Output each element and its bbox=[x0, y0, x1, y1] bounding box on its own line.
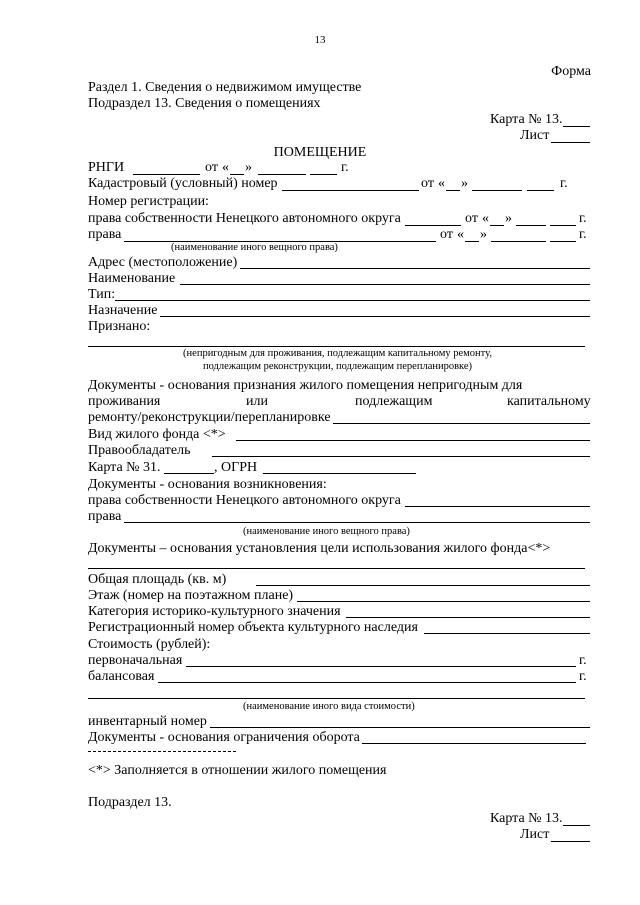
docs-unfit-line-2c: подлежащим bbox=[355, 394, 433, 409]
floor-field[interactable] bbox=[297, 601, 590, 602]
subsection-heading: Подраздел 13. Сведения о помещениях bbox=[88, 96, 321, 111]
ownership-nao-label: права собственности Ненецкого автономного округа bbox=[88, 211, 401, 226]
rngi-month-field[interactable] bbox=[258, 174, 306, 175]
balance-cost-suffix: г. bbox=[579, 669, 587, 684]
footnote-divider bbox=[88, 751, 236, 752]
footnote-text: <*> Заполняется в отношении жилого помещения bbox=[88, 763, 387, 778]
rights-day-field[interactable] bbox=[465, 241, 479, 242]
date-quote-open: « bbox=[457, 227, 464, 242]
other-cost-hint: (наименование иного вида стоимости) bbox=[243, 701, 415, 712]
type-field[interactable] bbox=[115, 300, 590, 301]
rngi-year-field[interactable] bbox=[310, 174, 337, 175]
other-right-hint: (наименование иного вещного права) bbox=[171, 242, 338, 253]
docs-unfit-line-2d: капитальному bbox=[507, 394, 591, 409]
rights-year-field[interactable] bbox=[550, 241, 576, 242]
origin-other-right-hint: (наименование иного вещного права) bbox=[243, 526, 410, 537]
sheet-field[interactable] bbox=[551, 142, 590, 143]
docs-unfit-line-2b: или bbox=[246, 394, 268, 409]
cadastral-date-label: от bbox=[421, 176, 434, 191]
card31-field[interactable] bbox=[164, 473, 214, 474]
date-quote-close: » bbox=[505, 211, 512, 226]
year-suffix: г. bbox=[560, 176, 568, 191]
name-field[interactable] bbox=[180, 284, 590, 285]
origin-ownership-field[interactable] bbox=[405, 506, 590, 507]
other-cost-field[interactable] bbox=[88, 698, 585, 699]
form-title: ПОМЕЩЕНИЕ bbox=[273, 145, 367, 160]
inventory-field[interactable] bbox=[210, 727, 590, 728]
ownership-year-field[interactable] bbox=[550, 225, 576, 226]
year-suffix: г. bbox=[579, 211, 587, 226]
housing-fund-field[interactable] bbox=[236, 440, 590, 441]
card-number-label-2: Карта № 13. bbox=[490, 811, 563, 826]
form-label: Форма bbox=[551, 64, 591, 79]
rngi-label: РНГИ bbox=[88, 160, 125, 175]
docs-purpose-label: Документы – основания установления цели использования жилого фонда<*> bbox=[88, 541, 551, 556]
card-number-field[interactable] bbox=[563, 126, 590, 127]
cadastral-field[interactable] bbox=[282, 190, 419, 191]
docs-unfit-line-2a: проживания bbox=[88, 394, 161, 409]
card-number-field-2[interactable] bbox=[563, 825, 590, 826]
rngi-day-field[interactable] bbox=[230, 174, 244, 175]
floor-label: Этаж (номер на поэтажном плане) bbox=[88, 588, 294, 603]
recognized-label: Признано: bbox=[88, 319, 151, 334]
ogrn-label: , ОГРН bbox=[214, 460, 258, 475]
rights-month-field[interactable] bbox=[491, 241, 546, 242]
cadastral-label: Кадастровый (условный) номер bbox=[88, 176, 278, 191]
inventory-label: инвентарный номер bbox=[88, 714, 207, 729]
cadastral-day-field[interactable] bbox=[446, 190, 460, 191]
reg-number-label: Номер регистрации: bbox=[88, 194, 209, 209]
ownership-nao-field[interactable] bbox=[405, 225, 461, 226]
total-area-field[interactable] bbox=[256, 585, 590, 586]
year-suffix: г. bbox=[579, 227, 587, 242]
purpose-label: Назначение bbox=[88, 303, 158, 318]
address-field[interactable] bbox=[240, 268, 590, 269]
unfit-hint-1: (непригодным для проживания, подлежащим капитальному ремонту, bbox=[183, 348, 492, 359]
docs-restrict-field[interactable] bbox=[362, 743, 586, 744]
cadastral-month-field[interactable] bbox=[472, 190, 522, 191]
holder-field[interactable] bbox=[212, 456, 590, 457]
unfit-hint-2: подлежащим реконструкции, подлежащим перепланировке) bbox=[202, 361, 473, 372]
type-label: Тип: bbox=[88, 287, 116, 302]
date-quote-open: « bbox=[482, 211, 489, 226]
docs-restrict-label: Документы - основания ограничения оборота bbox=[88, 730, 360, 745]
date-quote-close: » bbox=[461, 176, 468, 191]
heritage-cat-field[interactable] bbox=[346, 617, 590, 618]
name-label: Наименование bbox=[88, 271, 176, 286]
docs-unfit-line-3: ремонту/реконструкции/перепланировке bbox=[88, 410, 331, 425]
balance-cost-label: балансовая bbox=[88, 669, 155, 684]
date-quote-open: « bbox=[438, 176, 445, 191]
total-area-label: Общая площадь (кв. м) bbox=[88, 572, 227, 587]
holder-label: Правообладатель bbox=[88, 443, 191, 458]
sheet-field-2[interactable] bbox=[551, 841, 590, 842]
docs-unfit-line-1: Документы - основания признания жилого помещения непригодным для bbox=[88, 378, 523, 393]
recognized-field[interactable] bbox=[88, 346, 585, 347]
ownership-day-field[interactable] bbox=[490, 225, 504, 226]
origin-rights-label: права bbox=[88, 509, 122, 524]
docs-origin-label: Документы - основания возникновения: bbox=[88, 477, 327, 492]
sheet-label-2: Лист bbox=[520, 827, 550, 842]
card31-label: Карта № 31. bbox=[88, 460, 161, 475]
heritage-reg-field[interactable] bbox=[424, 633, 590, 634]
date-quote-open: « bbox=[222, 160, 229, 175]
rngi-field[interactable] bbox=[133, 174, 200, 175]
subsection-short: Подраздел 13. bbox=[88, 795, 172, 810]
year-suffix: г. bbox=[341, 160, 349, 175]
balance-cost-field[interactable] bbox=[158, 682, 576, 683]
address-label: Адрес (местоположение) bbox=[88, 255, 238, 270]
ownership-month-field[interactable] bbox=[516, 225, 546, 226]
date-from-label: от bbox=[205, 160, 218, 175]
ogrn-field[interactable] bbox=[263, 473, 416, 474]
initial-cost-field[interactable] bbox=[186, 666, 576, 667]
cost-label: Стоимость (рублей): bbox=[88, 637, 211, 652]
docs-unfit-field[interactable] bbox=[333, 423, 590, 424]
initial-cost-label: первоначальная bbox=[88, 653, 183, 668]
initial-cost-suffix: г. bbox=[579, 653, 587, 668]
rights-label: права bbox=[88, 227, 122, 242]
housing-fund-label: Вид жилого фонда <*> bbox=[88, 427, 226, 442]
origin-rights-field[interactable] bbox=[124, 522, 590, 523]
page-number: 13 bbox=[314, 34, 326, 46]
purpose-field[interactable] bbox=[160, 316, 590, 317]
card-number-label: Карта № 13. bbox=[490, 112, 563, 127]
docs-purpose-field[interactable] bbox=[88, 568, 585, 569]
sheet-label: Лист bbox=[520, 128, 550, 143]
ownership-date-label: от bbox=[465, 211, 478, 226]
rights-date-label: от bbox=[440, 227, 453, 242]
cadastral-year-field[interactable] bbox=[527, 190, 554, 191]
date-quote-close: » bbox=[480, 227, 487, 242]
origin-ownership-label: права собственности Ненецкого автономного округа bbox=[88, 493, 401, 508]
heritage-cat-label: Категория историко-культурного значения bbox=[88, 604, 341, 619]
heritage-reg-label: Регистрационный номер объекта культурного наследия bbox=[88, 620, 418, 635]
date-quote-close: » bbox=[245, 160, 252, 175]
section-heading: Раздел 1. Сведения о недвижимом имуществе bbox=[88, 80, 362, 95]
